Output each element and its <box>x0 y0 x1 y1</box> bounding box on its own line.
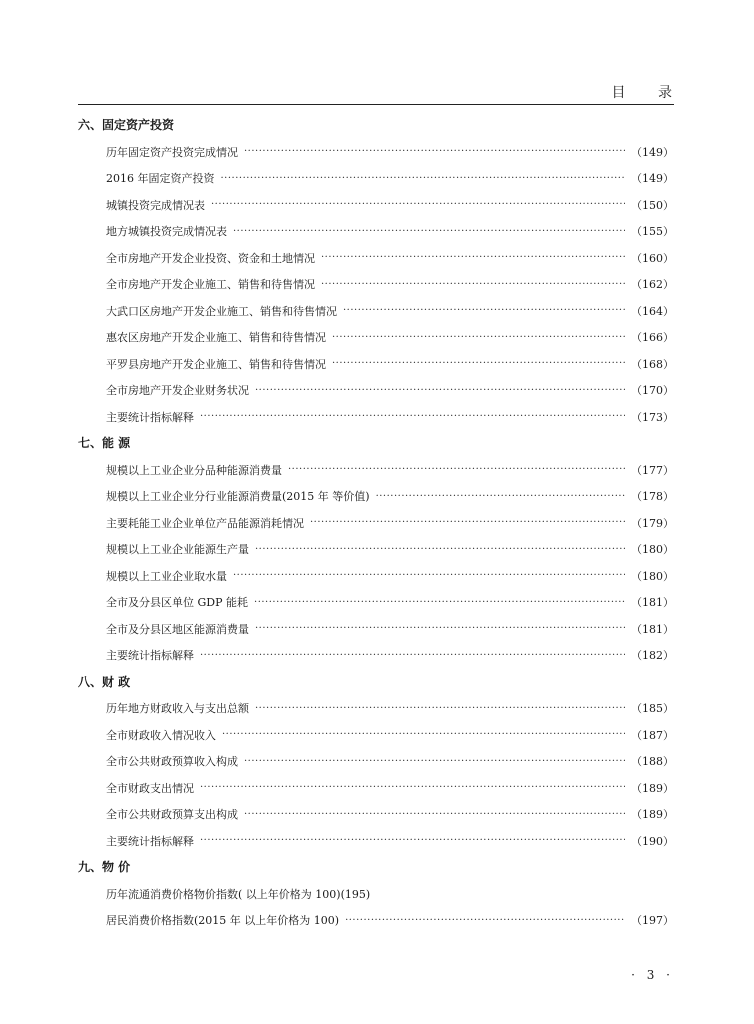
toc-entry-page: （189） <box>631 781 674 795</box>
toc-entry[interactable] <box>78 589 674 616</box>
toc-dot-leader <box>332 358 625 369</box>
toc-entry[interactable] <box>78 377 674 404</box>
toc-entry-page: （155） <box>631 225 674 239</box>
toc-entry[interactable] <box>78 271 674 298</box>
toc-entry[interactable] <box>78 510 674 537</box>
toc-dot-leader <box>222 729 625 740</box>
toc-entry[interactable] <box>78 165 674 192</box>
toc-entry-title: 规模以上工业企业能源生产量 <box>106 543 249 557</box>
toc-entry-title: 全市财政支出情况 <box>106 781 194 795</box>
toc-entry-page: （170） <box>631 384 674 398</box>
toc-section-heading: 六、固定资产投资 <box>78 118 175 132</box>
toc-entry[interactable] <box>78 748 674 775</box>
toc-entry[interactable] <box>78 536 674 563</box>
toc-entry-page: （168） <box>631 357 674 371</box>
toc-dot-leader <box>200 411 625 422</box>
toc-dot-leader <box>233 226 625 237</box>
toc-entry[interactable] <box>78 616 674 643</box>
toc-dot-leader <box>255 623 625 634</box>
toc-entry-page: （164） <box>631 304 674 318</box>
toc-dot-leader <box>321 279 625 290</box>
toc-entry[interactable] <box>78 218 674 245</box>
toc-dot-leader <box>244 146 625 157</box>
toc-entry[interactable] <box>78 298 674 325</box>
toc-entry[interactable] <box>78 351 674 378</box>
toc-dot-leader <box>343 305 625 316</box>
toc-dot-leader <box>255 703 625 714</box>
toc-entry-page: （197） <box>631 914 674 928</box>
toc-entry-title: 居民消费价格指数(2015 年 以上年价格为 100) <box>106 914 340 928</box>
toc-entry[interactable] <box>78 324 674 351</box>
toc-entry-page: （180） <box>631 569 674 583</box>
toc-dot-leader <box>200 782 625 793</box>
header-divider <box>78 104 674 105</box>
table-of-contents <box>78 112 674 934</box>
toc-dot-leader <box>244 756 625 767</box>
page-number: · 3 · <box>631 968 674 982</box>
toc-entry-page: （181） <box>631 596 674 610</box>
toc-entry[interactable] <box>78 828 674 855</box>
toc-dot-leader <box>200 650 625 661</box>
toc-dot-leader <box>255 385 625 396</box>
toc-entry-page: （190） <box>631 834 674 848</box>
toc-entry-page: （149） <box>631 145 674 159</box>
toc-entry-title: 全市及分县区单位 GDP 能耗 <box>106 596 249 610</box>
toc-dot-leader <box>321 252 625 263</box>
toc-entry-title: 规模以上工业企业分品种能源消费量 <box>106 463 282 477</box>
toc-dot-leader <box>310 517 625 528</box>
toc-entry-title: 惠农区房地产开发企业施工、销售和待售情况 <box>106 331 326 345</box>
toc-entry[interactable] <box>78 563 674 590</box>
toc-entry[interactable] <box>78 695 674 722</box>
toc-entry-page: （189） <box>631 808 674 822</box>
toc-entry-title: 全市公共财政预算支出构成 <box>106 808 238 822</box>
toc-entry-title: 全市及分县区地区能源消费量 <box>106 622 249 636</box>
toc-entry-page: （149） <box>631 172 674 186</box>
toc-entry-page: （179） <box>631 516 674 530</box>
toc-section-heading: 九、物 价 <box>78 860 131 874</box>
toc-entry-title: 主要耗能工业企业单位产品能源消耗情况 <box>106 516 304 530</box>
toc-entry-title: 主要统计指标解释 <box>106 649 194 663</box>
toc-entry[interactable] <box>78 192 674 219</box>
toc-entry[interactable] <box>78 881 674 908</box>
toc-entry-page: （162） <box>631 278 674 292</box>
toc-entry-title: 规模以上工业企业取水量 <box>106 569 227 583</box>
toc-entry[interactable] <box>78 483 674 510</box>
toc-dot-leader <box>200 835 625 846</box>
toc-entry[interactable] <box>78 801 674 828</box>
page-header-title: 目 录 <box>611 85 686 101</box>
toc-dot-leader <box>221 173 626 184</box>
toc-entry-page: （181） <box>631 622 674 636</box>
toc-entry-title: 大武口区房地产开发企业施工、销售和待售情况 <box>106 304 337 318</box>
toc-entry-title: 全市房地产开发企业财务状况 <box>106 384 249 398</box>
toc-entry-page: （182） <box>631 649 674 663</box>
toc-entry-page: （150） <box>631 198 674 212</box>
toc-entry[interactable] <box>78 907 674 934</box>
toc-entry-page: （185） <box>631 702 674 716</box>
toc-entry[interactable] <box>78 642 674 669</box>
toc-entry-title: 规模以上工业企业分行业能源消费量(2015 年 等价值) <box>106 490 370 504</box>
toc-entry-title: 历年固定资产投资完成情况 <box>106 145 238 159</box>
toc-dot-leader <box>345 915 625 926</box>
toc-dot-leader <box>376 491 625 502</box>
toc-entry-page: （180） <box>631 543 674 557</box>
toc-entry[interactable] <box>78 722 674 749</box>
toc-entry-title: 平罗县房地产开发企业施工、销售和待售情况 <box>106 357 326 371</box>
toc-entry[interactable] <box>78 245 674 272</box>
toc-entry-title: 全市房地产开发企业投资、资金和土地情况 <box>106 251 315 265</box>
toc-entry-title: 主要统计指标解释 <box>106 410 194 424</box>
toc-entry-page: （188） <box>631 755 674 769</box>
toc-entry[interactable] <box>78 775 674 802</box>
toc-dot-leader <box>254 597 625 608</box>
toc-entry-page: （178） <box>631 490 674 504</box>
toc-dot-leader <box>211 199 625 210</box>
toc-section-heading: 八、财 政 <box>78 674 131 689</box>
toc-dot-leader <box>255 544 625 555</box>
toc-dot-leader <box>233 570 625 581</box>
toc-entry-title: 2016 年固定资产投资 <box>106 172 215 186</box>
toc-entry-title: 全市公共财政预算收入构成 <box>106 755 238 769</box>
toc-entry[interactable] <box>78 139 674 166</box>
toc-entry-page: （173） <box>631 410 674 424</box>
toc-entry-page: （160） <box>631 251 674 265</box>
toc-entry-title: 地方城镇投资完成情况表 <box>106 225 227 239</box>
toc-dot-leader <box>244 809 625 820</box>
toc-entry-page: （187） <box>631 728 674 742</box>
toc-dot-leader <box>332 332 625 343</box>
toc-entry[interactable] <box>78 457 674 484</box>
toc-entry-page: （166） <box>631 331 674 345</box>
toc-dot-leader <box>288 464 625 475</box>
toc-entry-title: 全市财政收入情况收入 <box>106 728 216 742</box>
toc-entry-title: 城镇投资完成情况表 <box>106 198 205 212</box>
toc-entry-title: 全市房地产开发企业施工、销售和待售情况 <box>106 278 315 292</box>
toc-entry-title: 历年流通消费价格物价指数( 以上年价格为 100)(195) <box>106 887 371 901</box>
toc-entry-title: 主要统计指标解释 <box>106 834 194 848</box>
toc-entry-title: 历年地方财政收入与支出总额 <box>106 702 249 716</box>
toc-section-heading: 七、能 源 <box>78 436 131 450</box>
toc-entry-page: （177） <box>631 463 674 477</box>
toc-entry[interactable] <box>78 404 674 431</box>
